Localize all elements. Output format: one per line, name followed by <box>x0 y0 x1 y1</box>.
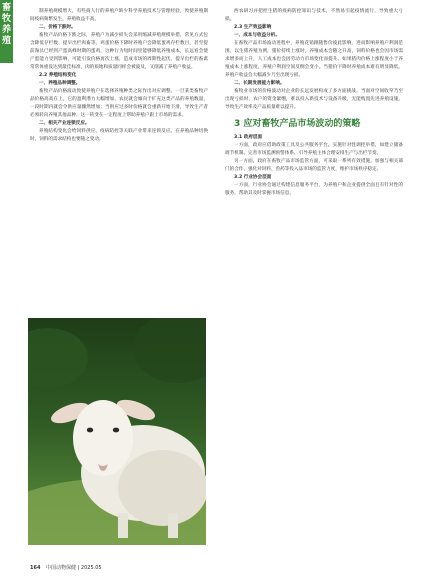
page-number: 164 <box>30 565 41 571</box>
right-column <box>225 8 403 198</box>
subheading: 一、成本与收益分析。 <box>234 33 280 38</box>
paragraph: 一方面，行业协会通过构建信息服务平台，为养殖户和企业提供全面且有针对性的服务，帮助其及时掌握市场信息。 <box>225 183 403 196</box>
left-column <box>30 8 208 144</box>
subheading: 二、价格下跌时。 <box>39 25 76 30</box>
paragraph: 畜牧产品价格下跌之际，养殖户为减少损失会采用缩减养殖规模举措，常见方式包含降低存栏数、提早出栏肉畜等。鸡蛋价格下降时养殖户会降低蛋鸡存栏数目，甚至提前淘汰已经到产蛋高峰时期的蛋鸡，这种行为短时间里能够降低养殖成本，长远看会使产蛋能力受到影响，可能引发价格再次上涨，造成市场的周期性起伏。提早出栏的畜禽常常体重没达到最佳标准，肉的质地和质量同样会被波及，又削减了养殖户收益。 <box>30 33 208 70</box>
page-footer <box>30 564 102 571</box>
section-label <box>0 0 13 63</box>
paragraph: 另一方面，政府在畜牧产品市场监管方面，可采取一系列有效措施。加强与相关部门的合作，强化对饲料、兽药等投入品市场的监管力度，维护市场秩序稳定。 <box>225 159 403 172</box>
paragraph: 西农研习并把控生猪的疫病防控知识与技术，不然易引起疫情流行，导致重大亏损。 <box>225 9 403 22</box>
subheading: 二、长期发展能力影响。 <box>234 81 285 86</box>
issue-date: 2025.05 <box>80 565 102 571</box>
subheading: 3.1 政府层面 <box>234 135 263 140</box>
paragraph: 畜牧产品价格波动致使养殖户在选择养殖种类之际作出对应调整。一旦某类畜牧产品价格高高在上，它的盈利潜力大幅增加，农民就会倾向于扩充这类产品的养殖数量，一段时期内就会令供应量骤然增加；当供应过多时价格就会重新开始下滑，导致生产者必须转向养殖其他品种。这一转变在一定程度上帮助养殖户跟上市场的需求。 <box>30 89 208 118</box>
subheading: 3.2 行业协会层面 <box>234 175 272 180</box>
paragraph: 畜牧业市场的价格波动对企业的长远发展构成了多方面挑战。当面对空间收窄乃至出现亏损时，农户的资金紧绷，难以投入新技术与设备升级，无能购置先进养殖设施，导致生产效率及产品质量难以提升。 <box>225 89 403 110</box>
subheading: 2.2 养殖结构变化 <box>39 73 77 78</box>
section-heading: 3 应对畜牧产品市场波动的策略 <box>234 119 361 129</box>
paragraph: 养殖结构变化会给饲料供应、疫病防控等关联产业带来连锁反应。在养殖品种切换时，饲料的需求结构也要随之变动。 <box>30 129 208 142</box>
journal-name: 中国动物保健 <box>46 565 77 571</box>
paragraph: 制养殖规模增大，有些商人行的养殖户缺少科学养殖技术与管理经验，致使养殖期间疫病频繁发生，养殖收益不高。 <box>30 9 208 22</box>
section-label-text: 畜牧养殖 <box>1 3 11 46</box>
subheading: 一、养殖品种调整。 <box>39 81 81 86</box>
paragraph: 在畜牧产品市场波动进程中，养殖花销跟随售价彼此影响，进而影响养殖户利润范围，以生猪养殖为例，猪价持续上涨时，养殖成本会随之升高，饲料价格也会因市场需求增多而上升，人工成本也会因劳动力市场变化而提升。如果猪肉价格上涨程度小于养殖成本上涨程度，养殖户利润空间反倒会变小。当猪价下降时养殖成本难有明显降低，养殖户收益会大幅减少乃至出现亏损。 <box>225 41 403 78</box>
lamb-illustration <box>28 318 206 545</box>
lamb-photo <box>28 318 206 545</box>
footer-separator: | <box>77 565 81 571</box>
paragraph: 一方面，政府应借助政策工具及公共服务平台，实施针对性调控举措，如建立储备调节机制、完善市场监测预警体系、引导养殖主体合理安排生产与出栏节奏。 <box>225 143 403 156</box>
subheading: 2.3 生产效益影响 <box>234 25 272 30</box>
subheading: 二、相关产业连锁反应。 <box>39 121 90 126</box>
